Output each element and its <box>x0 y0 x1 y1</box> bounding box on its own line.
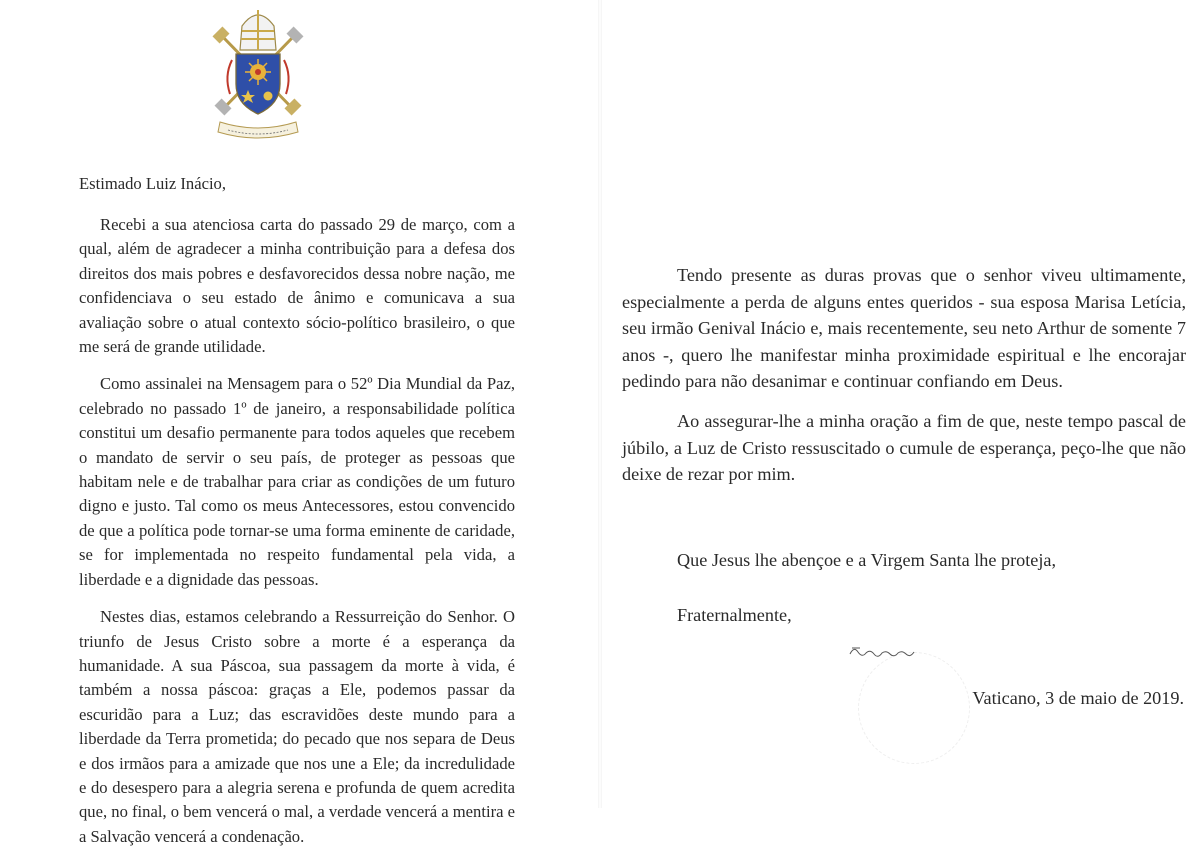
faint-seal-stamp <box>858 652 970 764</box>
paragraph: Ao assegurar-lhe a minha oração a fim de que, neste tempo pascal de júbilo, a Luz de Cristo ressuscitado o cumule de esperança, peço-lhe que não deixe de rezar por mim. <box>622 410 1186 485</box>
paragraph: Recebi a sua atenciosa carta do passado 29 de março, com a qual, além de agradecer a minha contribuição para a defesa dos direitos dos mais pobres e desfavorecidos dessa nobre nação, me confidenciava o seu estado de ânimo e comunicava a sua avaliação sobre o atual contexto sócio-político brasileiro, o que me será de grande utilidade. <box>79 215 515 357</box>
coat-of-arms-icon <box>206 6 310 140</box>
date-line: Vaticano, 3 de maio de 2019. <box>972 688 1184 708</box>
letter-body-left <box>79 213 515 862</box>
paragraph: Tendo presente as duras provas que o senhor viveu ultimamente, especialmente a perda de alguns entes queridos - sua esposa Marisa Letícia, seu irmão Genival Inácio e, mais recentemente, seu neto Arthur de somente 7 anos -, quero lhe manifestar minha proximidade espiritual e lhe encorajar pedindo para não desanimar e continuar confiando em Deus. <box>622 265 1186 392</box>
salutation: Estimado Luiz Inácio, <box>79 174 226 193</box>
letter-body-right <box>622 262 1186 501</box>
sign-off: Fraternalmente, <box>677 605 792 625</box>
handwritten-signature <box>848 640 918 662</box>
paragraph: Nestes dias, estamos celebrando a Ressurreição do Senhor. O triunfo de Jesus Cristo sobre a morte é a esperança da humanidade. A sua Páscoa, sua passagem da morte à vida, é também a nossa páscoa: graças a Ele, podemos passar da escuridão para a Luz; das escravidões deste mundo para a liberdade da Terra prometida; do pecado que nos separa de Deus e dos irmãos para a amizade que nos une a Ele; da incredulidade e do desespero para a alegria serena e profunda de quem acredita que, no final, o bem vencerá o mal, a verdade vencerá a mentira e a Salvação vencerá a condenação. <box>79 607 515 846</box>
closing-blessing: Que Jesus lhe abençoe e a Virgem Santa lhe proteja, <box>677 550 1057 570</box>
letter-page-left <box>0 0 600 846</box>
paragraph: Como assinalei na Mensagem para o 52º Dia Mundial da Paz, celebrado no passado 1º de janeiro, a responsabilidade política constitui um desafio permanente para todos aqueles que recebem o mandato de servir o seu país, de proteger as pessoas que habitam nele e de trabalhar para criar as condições de um futuro digno e justo. Tal como os meus Antecessores, estou convencido de que a política pode tornar-se uma forma eminente de caridade, se for implementada no respeito fundamental pela vida, a liberdade e a dignidade das pessoas. <box>79 374 515 589</box>
